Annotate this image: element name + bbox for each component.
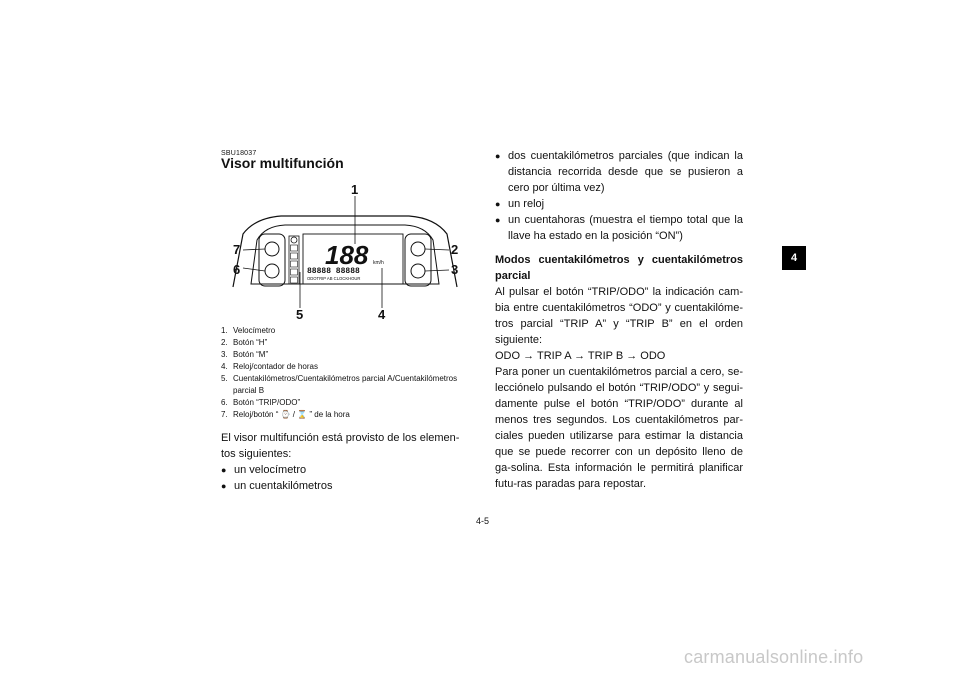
callout-7: 7 [233,242,241,257]
m-button [411,264,425,278]
leader-7 [243,249,265,250]
indicator-p [291,277,298,283]
lcd-speed-digits: 188 [325,240,369,270]
callout-5: 5 [296,307,304,322]
leader-2 [425,249,449,250]
clock-button [265,242,279,256]
bullet-item: ● un cuentakilómetros [221,478,468,494]
section-title: Visor multifunción [221,155,344,171]
right-body-text [495,148,743,492]
indicator-r [291,269,298,275]
lcd-mode-labels: ODOTRIP AB CLOCKHOUR [307,276,361,281]
caption-item: 7. Reloj/botón “ ⌚ / ⌛ ” de la hora [221,410,350,419]
bullet-item: ● dos cuentakilómetros parciales (que indican la distancia recorrida desde que se pusieron a cero por última vez) [495,148,743,196]
subheading: Modos cuentakilómetros y cuentakilómetros parcial [495,254,743,282]
bullet-item: ● un cuentahoras (muestra el tiempo total que la llave ha estado en la posición “ON”) [495,212,743,244]
callout-3: 3 [451,262,459,277]
indicator-light [291,237,297,243]
caption-item: 3. Botón “M” [221,350,269,359]
bullet-item: ● un reloj [495,196,743,212]
callout-1: 1 [351,182,359,197]
leader-6 [243,268,265,271]
lcd-unit: km/h [373,260,384,266]
bullet-item: ● un velocímetro [221,462,468,478]
h-button [411,242,425,256]
left-body-text [221,430,468,494]
indicator-l [291,245,298,251]
caption-item: 1. Velocímetro [221,326,276,335]
watermark: carmanualsonline.info [684,647,864,667]
caption-item: 4. Reloj/contador de horas [221,362,318,371]
caption-item: 5. Cuentakilómetros/Cuentakilómetros parcial A/Cuentakilómetros parcial B [221,374,458,395]
trip-odo-button [265,264,279,278]
indicator-h [291,253,298,259]
indicator-n [291,261,298,267]
callout-4: 4 [378,307,386,322]
callout-6: 6 [233,262,241,277]
lcd-odo-digits: 88888 88888 [307,267,360,276]
paragraph: Al pulsar el botón “TRIP/ODO” la indicación cam-bia entre cuentakilómetros “ODO” y cuentakilóme-tros parcial “TRIP A” y “TRIP B” en el orden siguiente: [495,286,743,346]
callout-2: 2 [451,242,459,257]
multifunction-display-illustration [221,182,469,322]
chapter-tab: 4 [782,246,806,270]
section-code: SBU18037 [221,150,257,157]
caption-item: 6. Botón “TRIP/ODO” [221,398,301,407]
leader-3 [425,270,449,271]
figure-captions [221,325,471,421]
page-number: 4-5 [476,516,490,526]
paragraph: Para poner un cuentakilómetros parcial a cero, se-lecciónelo pulsando el botón “TRIP/ODO” y segui-damente pulse el botón “TRIP/ODO” durante al menos tres segundos. Los cuentakilómetros par-ciales pueden utilizarse para estimar la distancia que se puede recorrer con un depósito lleno de ga-solina. Esta información le permitirá planificar futu-ras paradas para repostar. [495,366,743,490]
mode-sequence: ODO → TRIP A → TRIP B → ODO [495,350,666,362]
intro-paragraph: El visor multifunción está provisto de los elemen-tos siguientes: [221,432,460,460]
caption-item: 2. Botón “H” [221,338,268,347]
